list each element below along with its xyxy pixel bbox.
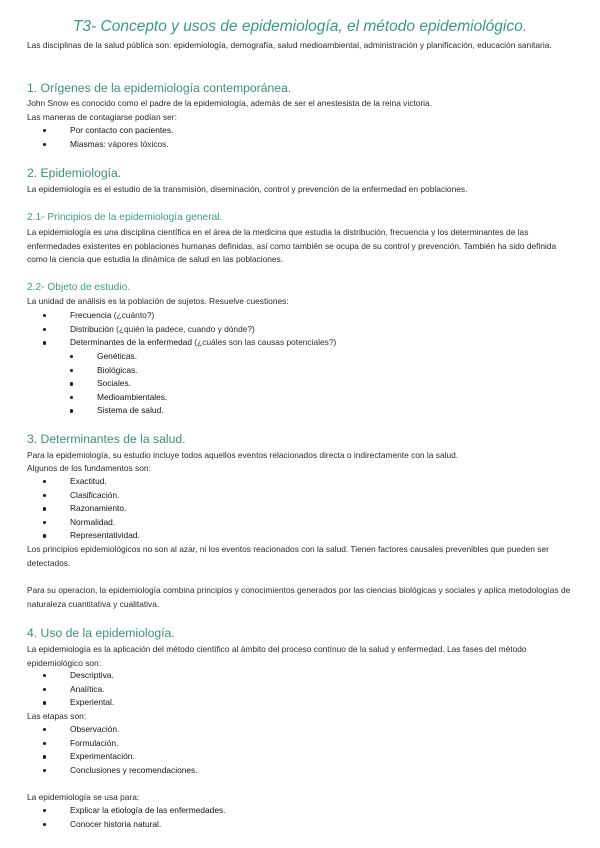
section-4-paragraph-1: La epidemiología es la aplicación del método científico al ámbito del proceso contínuo de la salud y enfermedad. Las fases del método epidemiológico son: [27,644,527,668]
list-item: Analítica. [43,683,114,697]
document-title: T3- Concepto y usos de epidemiología, el método epidemiológico. [72,18,528,35]
list-item: Conocer historia natural. [43,818,226,832]
list-item: Normalidad. [43,516,140,530]
section-2-1-paragraph: La epidemiología es una disciplina científica en el área de la medicina que estudia la distribución, frecuencia y los determinantes de las enfermedades existentes en poblaciones humanas definidas, así como también se ocupa de su control y prevención. También ha sido definida como la ciencia que estudia la dinámica de salud en las poblaciones. [27,227,557,265]
section-3-list [43,475,140,543]
section-3-paragraph-2: Algunos de los fundamentos son: [27,463,151,473]
list-item: Representatividad. [43,529,140,543]
list-item: Experiental. [43,696,114,710]
section-4-paragraph-2: Las etapas son: [27,711,87,721]
uses-list [43,804,226,831]
list-item: Observación. [43,723,198,737]
list-item: Sistema de salud. [70,404,167,418]
section-3-paragraph-3: Los principios epidemiológicos no son al azar, ni los eventos reacionados con la salud. Tienen factores causales prevenibles que pueden ser detectados. [27,544,549,568]
list-item: Determinantes de la enfermedad (¿cuáles son las causas potenciales?) [43,336,336,350]
list-item: Conclusiones y recomendaciones. [43,764,198,778]
section-2-1-heading: 2.1- Principios de la epidemiología general. [27,212,223,223]
section-4-paragraph-3: La epidemiología se usa para: [27,792,140,802]
intro-paragraph: Las disciplinas de la salud pública son: epidemiología, demografía, salud medioambiental, administración y planificación, educación sanitaria. [27,40,552,50]
list-item: Razonamiento. [43,502,140,516]
section-2-2-heading: 2.2- Objeto de estudio. [27,282,131,293]
list-item: Formulación. [43,737,198,751]
section-2-2-paragraph: La unidad de análisis es la población de sujetos. Resuelve cuestiones: [27,296,289,306]
determinants-sublist [70,350,167,418]
list-item: Por contacto con pacientes. [43,124,173,138]
section-4-heading: 4. Uso de la epidemiología. [27,626,175,640]
section-3-paragraph-4: Para su operacion, la epidemiología combina principios y conocimientos generados por las ciencias biológicas y sociales y aplica metodologías de naturaleza cuantitativa y cualitativa. [27,585,571,609]
list-item: Exactitud. [43,475,140,489]
section-1-heading: 1. Orígenes de la epidemiología contemporánea. [27,81,292,95]
section-1-list [43,124,173,151]
list-item: Distribución (¿quién la padece, cuando y dónde?) [43,323,336,337]
section-2-paragraph: La epidemiología es el estudio de la transmisión, diseminación, control y prevención de la enfermedad en poblaciones. [27,184,468,194]
list-item: Descriptiva. [43,669,114,683]
section-2-heading: 2. Epidemiología. [27,166,122,180]
list-item: Miasmas: vápores tóxicos. [43,138,173,152]
list-item: Experimentación. [43,750,198,764]
list-item: Clasificación. [43,489,140,503]
list-item: Frecuencia (¿cuánto?) [43,309,336,323]
section-3-heading: 3. Determinantes de la salud. [27,432,186,446]
section-3-paragraph-1: Para la epidemiología, su estudio incluye todos aquellos eventos relacionados directa o indirectamente con la salud. [27,450,459,460]
list-item: Genéticas. [70,350,167,364]
list-item: Medioambientales. [70,391,167,405]
stages-list [43,723,198,777]
list-item: Explicar la etiología de las enfermedades. [43,804,226,818]
section-1-paragraph-2: Las maneras de contagiarse podían ser: [27,112,177,122]
section-1-paragraph-1: John Snow es conocido como el padre de la epidemiología, además de ser el anestesista de la reina victoria. [27,98,433,108]
section-2-2-list [43,309,336,350]
list-item: Biológicas. [70,364,167,378]
list-item: Sociales. [70,377,167,391]
phases-list [43,669,114,710]
